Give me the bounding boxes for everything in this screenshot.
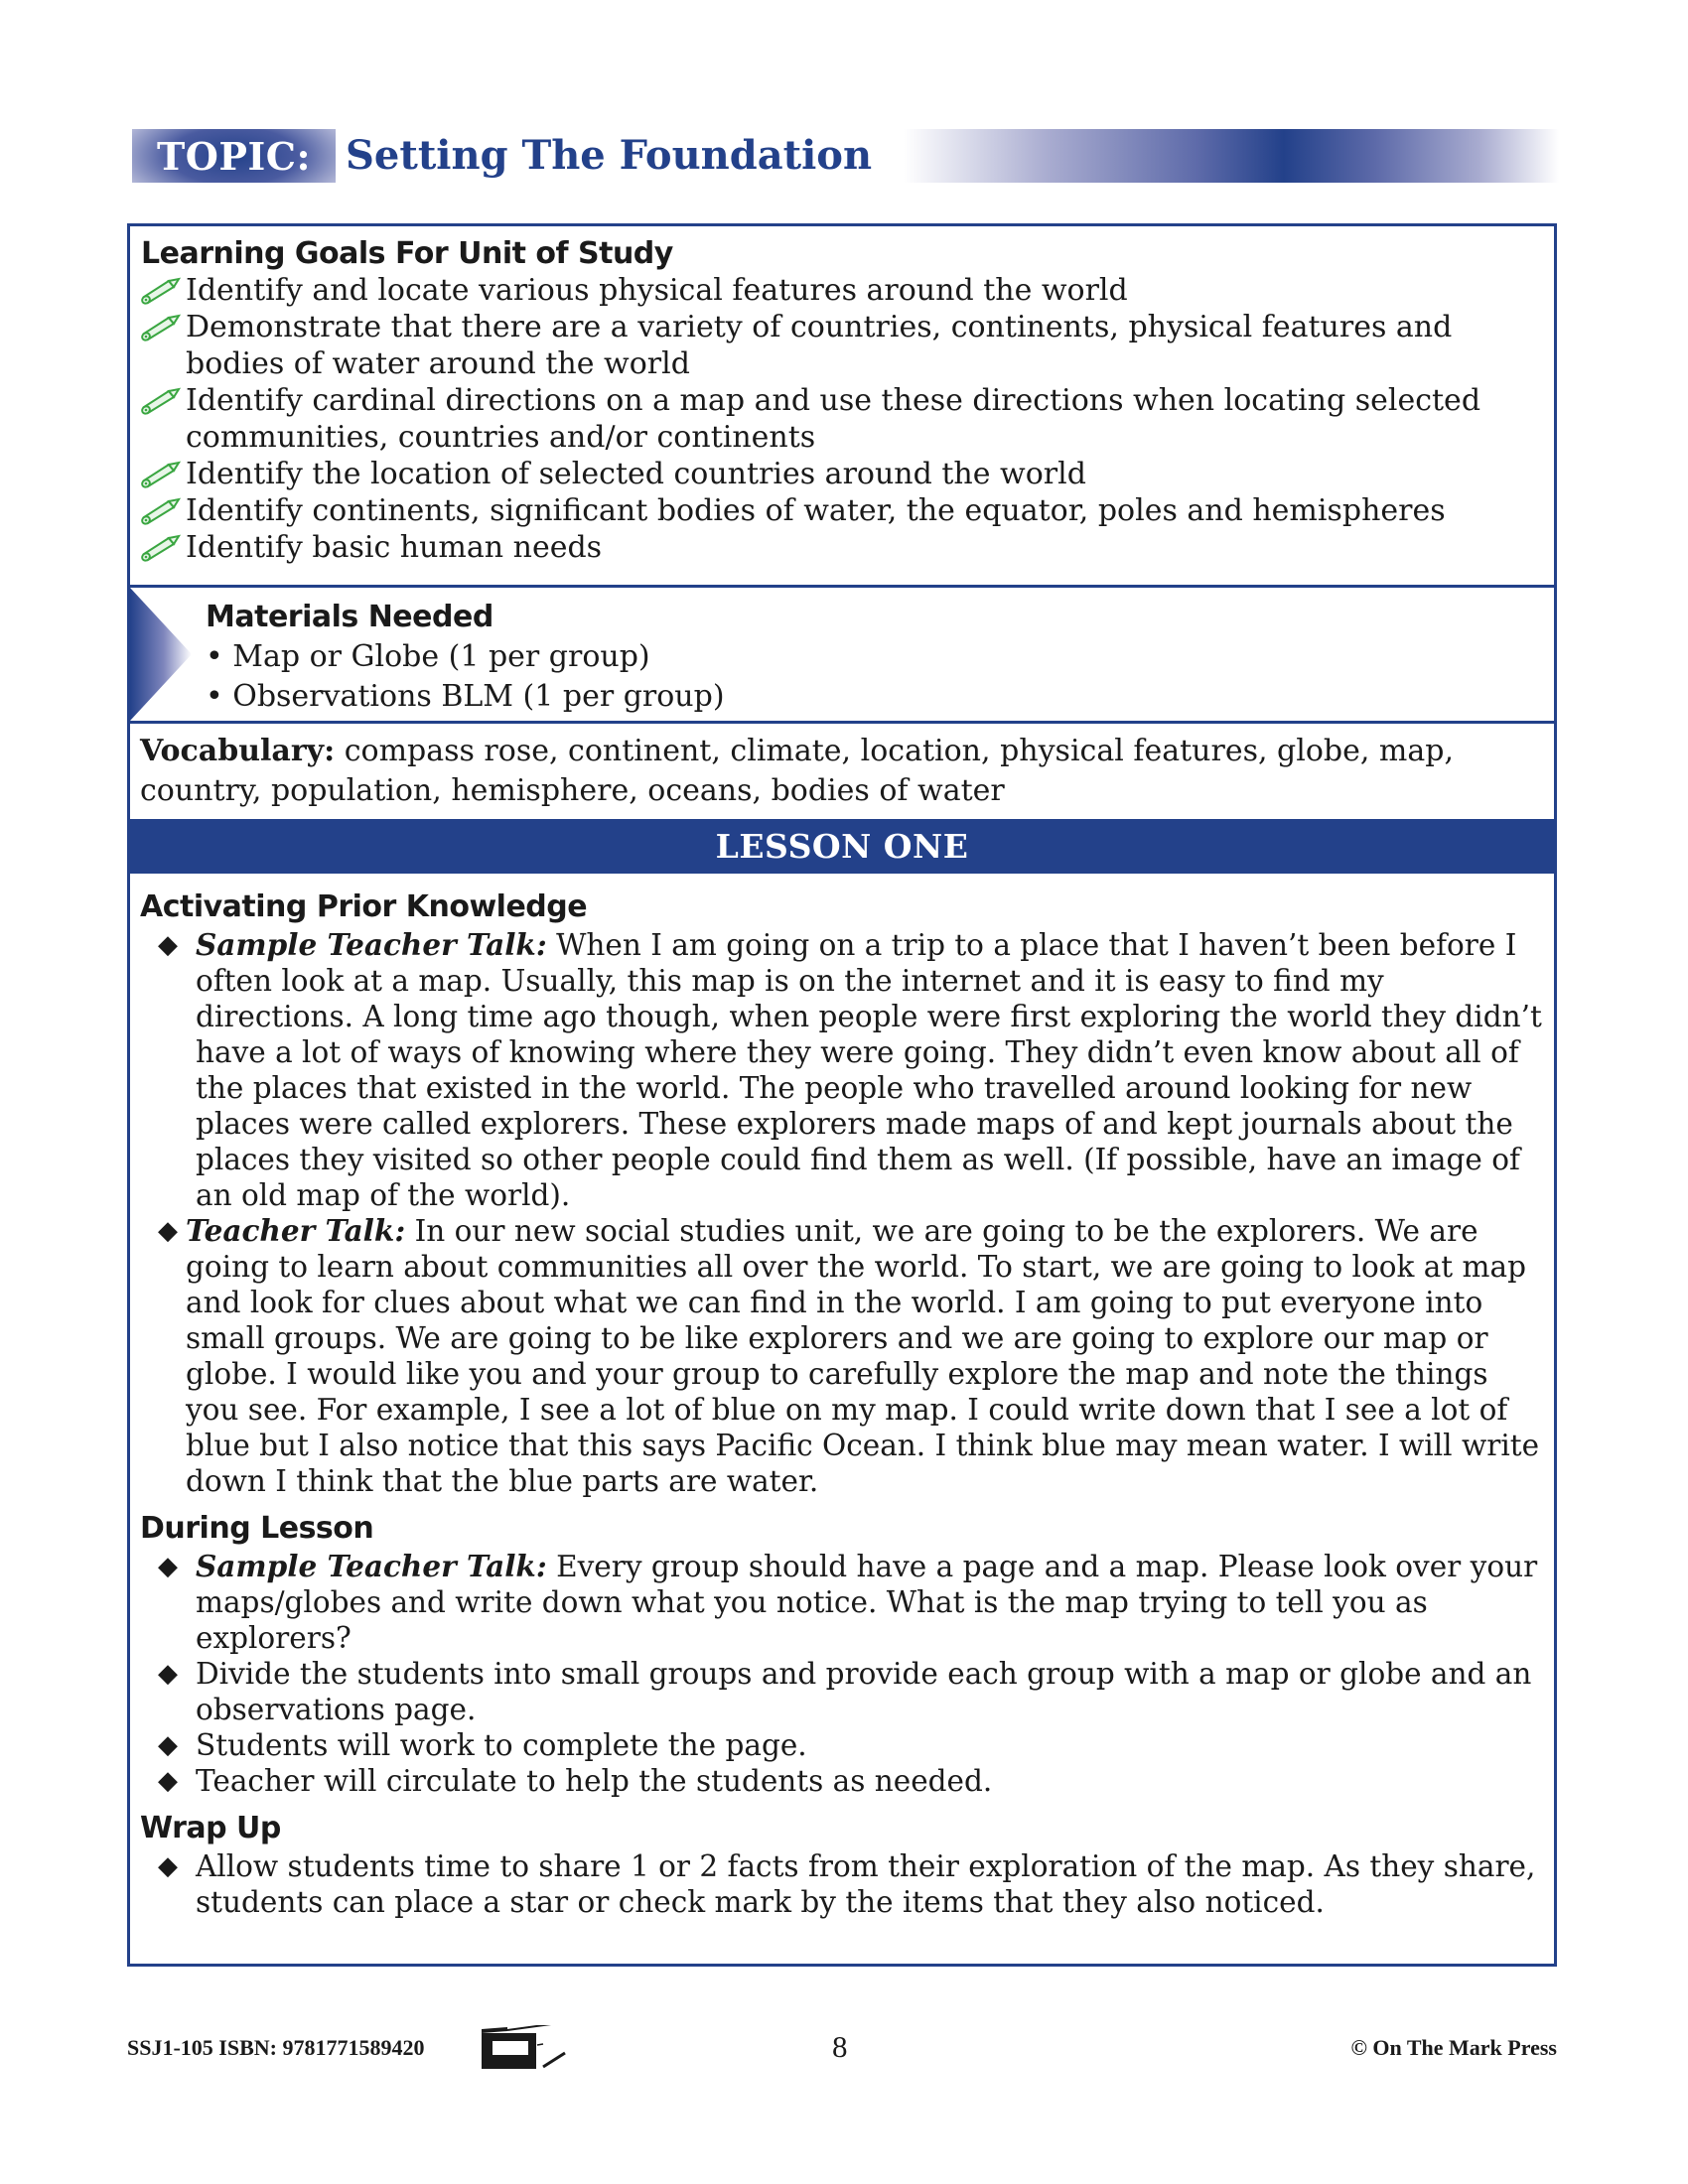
vocabulary-section	[130, 724, 1554, 819]
wrap-up-list	[140, 1848, 1544, 1920]
list-item: ◆ Divide the students into small groups and provide each group with a map or globe and an observations page.	[158, 1657, 1532, 1726]
banner-gradient-bar	[904, 129, 1559, 183]
pencil-icon	[140, 382, 186, 419]
section-heading-wrap-up: Wrap Up	[140, 1811, 281, 1845]
list-item: ◆ Sample Teacher Talk: Every group should have a page and a map. Please look over your maps/globes and write down what you notice. What is the map trying to tell you as explorers?	[158, 1549, 1538, 1655]
diamond-bullet-icon: ◆	[158, 1552, 178, 1581]
pencil-icon	[140, 529, 186, 566]
learning-goals-section	[130, 226, 1554, 585]
pencil-icon	[140, 456, 186, 492]
materials-list	[206, 637, 725, 717]
materials-item: • Observations BLM (1 per group)	[206, 679, 725, 714]
list-item: ◆ Sample Teacher Talk: When I am going on a trip to a place that I haven’t been before I often look at a map. Usually, this map is on the internet and it is easy to find my directions. A long time ago though, when people were first exploring the world they didn’t have a lot of ways of knowing where they were going. They didn’t even know about all of the places that existed in the world. The people who travelled around looking for new places were called explorers. These explorers made maps of and kept journals about the places they visited so other people could find them as well. (If possible, have an image of an old map of the world).	[158, 927, 1542, 1212]
section-heading-during-lesson: During Lesson	[140, 1511, 374, 1546]
diamond-bullet-icon: ◆	[158, 1851, 178, 1881]
product-code-isbn: SSJ1-105 ISBN: 9781771589420	[127, 2035, 425, 2060]
section-heading-activating-prior-knowledge: Activating Prior Knowledge	[140, 889, 588, 924]
diamond-bullet-icon: ◆	[158, 1216, 178, 1246]
diamond-bullet-icon: ◆	[158, 1730, 178, 1760]
activating-prior-knowledge-list	[140, 927, 1544, 1499]
during-lesson-list	[140, 1549, 1544, 1799]
copyright: © On The Mark Press	[1350, 2035, 1557, 2060]
learning-goal-item: Identify the location of selected countries around the world	[140, 456, 1546, 492]
pencil-icon	[140, 309, 186, 345]
learning-goals-heading: Learning Goals For Unit of Study	[141, 236, 673, 271]
learning-goal-item: Identify cardinal directions on a map and use these directions when locating selected communities, countries and/or continents	[140, 382, 1546, 456]
materials-section	[130, 588, 1554, 721]
topic-label: TOPIC:	[132, 129, 336, 183]
list-item: ◆ Allow students time to share 1 or 2 facts from their exploration of the map. As they share, students can place a star or check mark by the items that they also noticed.	[158, 1849, 1536, 1919]
pencil-icon	[140, 272, 186, 309]
diamond-bullet-icon: ◆	[158, 930, 178, 960]
page-number: 8	[832, 2029, 848, 2064]
list-item: ◆ Students will work to complete the page.	[158, 1728, 807, 1762]
list-item: ◆ Teacher will circulate to help the students as needed.	[158, 1764, 993, 1798]
photocopier-icon	[480, 2025, 579, 2069]
materials-heading: Materials Needed	[206, 600, 493, 634]
learning-goal-item: Identify continents, significant bodies of water, the equator, poles and hemispheres	[140, 492, 1546, 529]
learning-goal-item: Identify and locate various physical features around the world	[140, 272, 1546, 309]
learning-goals-list	[140, 272, 1546, 566]
vocabulary-label: Vocabulary:	[140, 734, 336, 768]
vocabulary-terms: compass rose, continent, climate, location, physical features, globe, map, country, population, hemisphere, oceans, bodies of water	[140, 734, 1455, 808]
learning-goal-item: Identify basic human needs	[140, 529, 1546, 566]
lesson-plan-box	[127, 223, 1557, 1967]
learning-goal-item: Demonstrate that there are a variety of countries, continents, physical features and bodies of water around the world	[140, 309, 1546, 382]
page-title: Setting The Foundation	[346, 132, 873, 179]
list-item: ◆ Teacher Talk: In our new social studies unit, we are going to be the explorers. We are going to learn about communities all over the world. To start, we are going to look at map and look for clues about what we can find in the world. I am going to put everyone into small groups. We are going to be like explorers and we are going to explore our map or globe. I would like you and your group to carefully explore the map and note the things you see. For example, I see a lot of blue on my map. I could write down that I see a lot of blue but I also notice that this says Pacific Ocean. I think blue may mean water. I will write down I think that the blue parts are water.	[158, 1213, 1540, 1498]
lesson-header: LESSON ONE	[130, 819, 1554, 874]
pencil-icon	[140, 492, 186, 529]
lesson-body	[130, 874, 1554, 1964]
materials-item: • Map or Globe (1 per group)	[206, 639, 650, 674]
diamond-bullet-icon: ◆	[158, 1659, 178, 1689]
diamond-bullet-icon: ◆	[158, 1766, 178, 1796]
arrow-marker-icon	[130, 588, 192, 721]
page-footer	[127, 2025, 1557, 2069]
